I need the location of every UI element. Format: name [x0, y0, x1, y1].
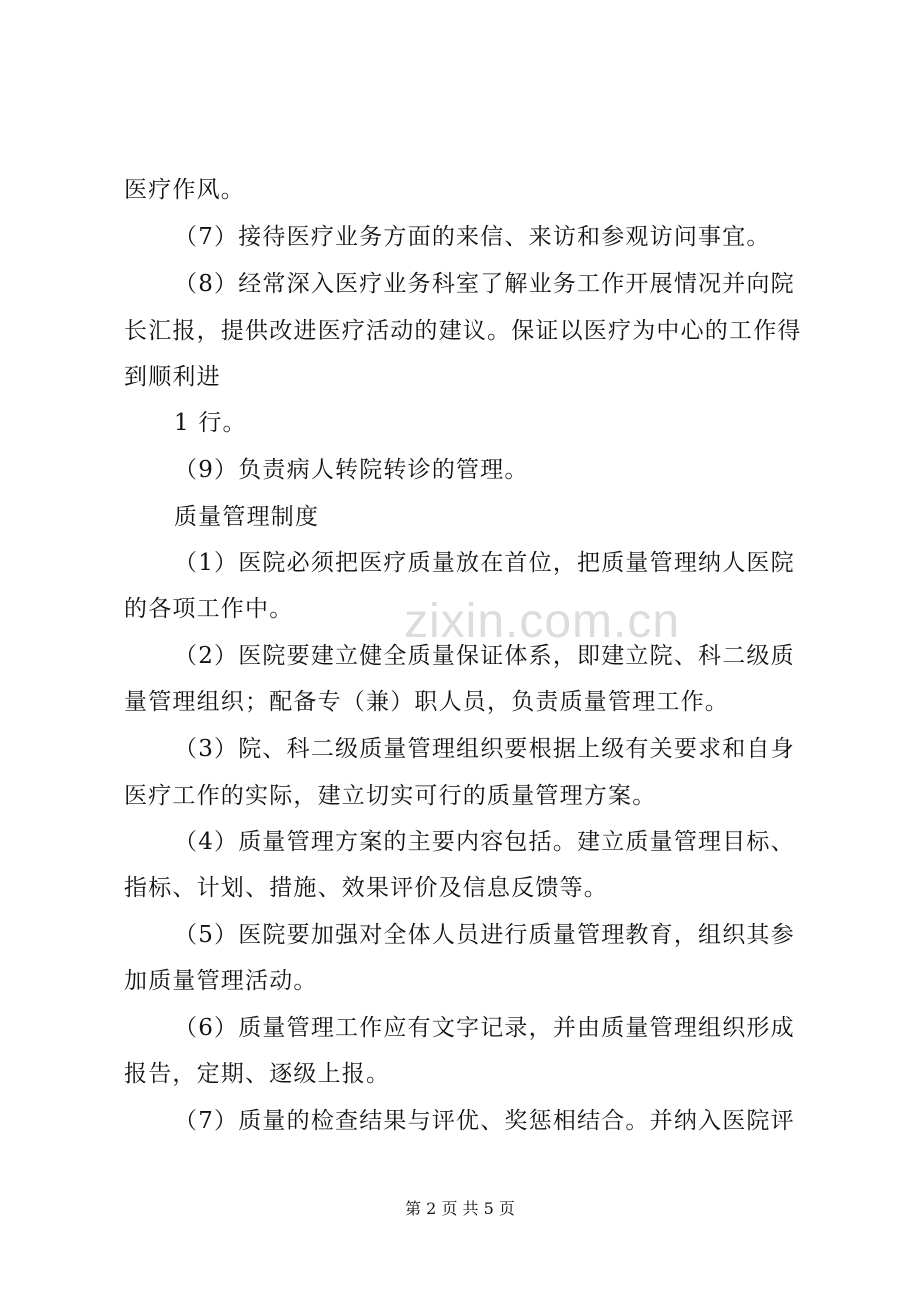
section-heading: 质量管理制度 [174, 504, 320, 530]
text-line-6: 1 行。 [174, 410, 247, 436]
text-line-4: 长汇报，提供改进医疗活动的建议。保证以医疗为中心的工作得 [124, 318, 802, 344]
page-footer: 第 2 页 共 5 页 [405, 1199, 515, 1218]
text-line-13: （3）院、科二级质量管理组织要根据上级有关要求和自身 [174, 736, 795, 762]
text-line-12: 量管理组织；配备专（兼）职人员，负责质量管理工作。 [124, 689, 729, 715]
text-line-14: 医疗工作的实际，建立切实可行的质量管理方案。 [124, 783, 657, 809]
text-line-15: （4）质量管理方案的主要内容包括。建立质量管理目标、 [174, 829, 795, 855]
text-line-20: 报告，定期、逐级上报。 [124, 1061, 391, 1087]
text-line-3: （8）经常深入医疗业务科室了解业务工作开展情况并向院 [174, 271, 795, 297]
text-line-19: （6）质量管理工作应有文字记录，并由质量管理组织形成 [174, 1015, 795, 1041]
text-line-1: 医疗作风。 [124, 177, 245, 203]
text-line-7: （9）负责病人转院转诊的管理。 [174, 457, 529, 483]
text-line-21: （7）质量的检查结果与评优、奖惩相结合。并纳入医院评 [174, 1108, 795, 1134]
watermark: zixin.com.cn [404, 595, 681, 648]
text-line-18: 加质量管理活动。 [124, 968, 318, 994]
text-line-11: （2）医院要建立健全质量保证体系，即建立院、科二级质 [174, 643, 795, 669]
text-line-16: 指标、计划、措施、效果评价及信息反馈等。 [124, 875, 608, 901]
text-line-10: 的各项工作中。 [124, 596, 294, 622]
text-line-5: 到顺利进 [124, 364, 221, 390]
text-line-2: （7）接待医疗业务方面的来信、来访和参观访问事宜。 [174, 224, 771, 250]
text-line-9: （1）医院必须把医疗质量放在首位，把质量管理纳人医院 [174, 550, 795, 576]
text-line-17: （5）医院要加强对全体人员进行质量管理教育，组织其参 [174, 922, 795, 948]
